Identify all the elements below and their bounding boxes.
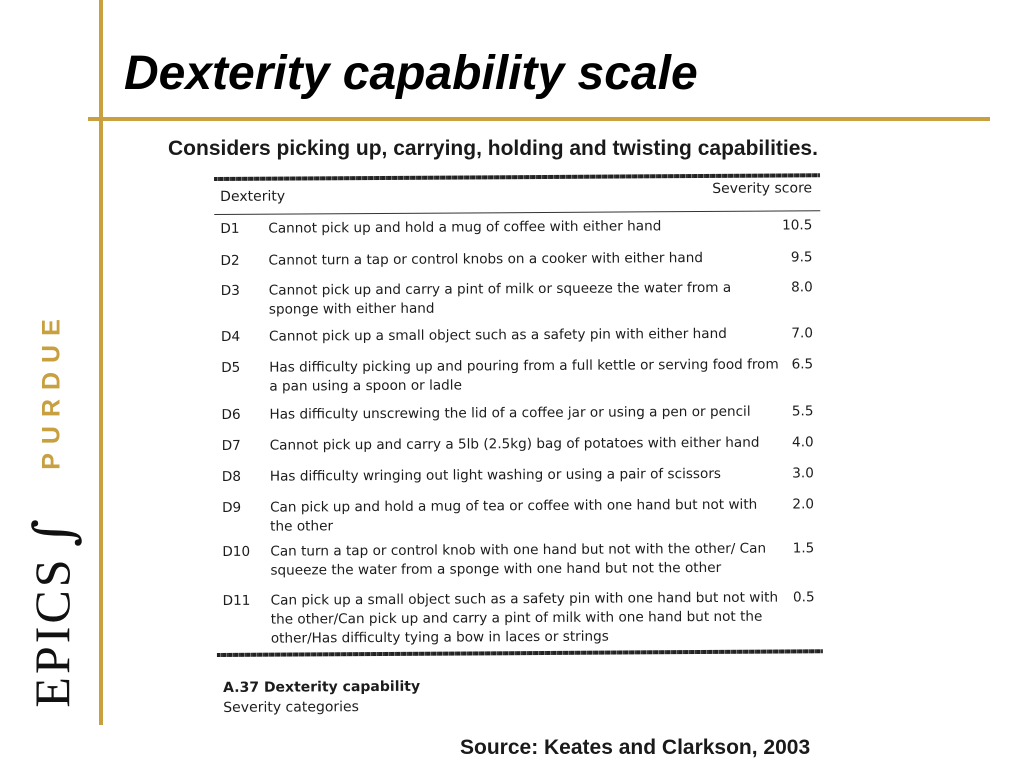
table-row <box>215 402 821 423</box>
row-code: D7 <box>221 437 241 454</box>
row-description: Can pick up and hold a mug of tea or coffee with one hand but not with the other <box>269 496 758 535</box>
table-row <box>215 324 821 345</box>
row-description: Cannot pick up a small object such as a safety pin with either hand <box>268 325 727 345</box>
row-description: Cannot turn a tap or control knobs on a cooker with either hand <box>268 250 703 269</box>
row-code: D3 <box>220 282 240 299</box>
row-code: D8 <box>221 468 242 485</box>
row-code: D10 <box>222 543 251 560</box>
row-description: Cannot pick up and carry a pint of milk or squeeze the water from a sponge with either hand <box>268 279 732 318</box>
table-top-rule <box>214 173 820 181</box>
row-score: 10.5 <box>782 217 813 234</box>
caption-subtitle: Severity categories <box>223 699 359 716</box>
table-row <box>214 248 820 269</box>
slide-subtitle: Considers picking up, carrying, holding and twisting capabilities. <box>168 137 818 160</box>
row-score: 0.5 <box>792 589 815 606</box>
row-score: 1.5 <box>792 540 815 557</box>
scanned-table <box>214 169 827 728</box>
row-description: Has difficulty unscrewing the lid of a coffee jar or using a pen or pencil <box>269 403 751 423</box>
row-code: D4 <box>220 328 241 345</box>
row-code: D1 <box>220 220 240 237</box>
row-score: 6.5 <box>791 356 814 373</box>
row-description: Cannot pick up and carry a 5lb (2.5kg) bag of potatoes with either hand <box>269 434 760 454</box>
row-description: Can turn a tap or control knob with one hand but not with the other/ Can squeeze the water from a sponge with one hand but not the other <box>270 540 767 579</box>
table-row <box>217 588 823 647</box>
row-code: D5 <box>221 359 241 376</box>
table-header-severity: Severity score <box>712 180 813 197</box>
row-code: D6 <box>221 406 241 423</box>
row-description: Has difficulty wringing out light washing or using a pair of scissors <box>269 465 722 485</box>
row-score: 2.0 <box>792 496 815 513</box>
integral-logo-icon: ∫ <box>22 518 85 548</box>
purdue-logo-text: PURDUE <box>37 310 66 470</box>
table-row <box>216 539 822 579</box>
row-score: 7.0 <box>791 325 814 342</box>
row-code: D2 <box>220 252 240 269</box>
table-bottom-rule <box>217 649 823 657</box>
row-code: D11 <box>222 592 251 609</box>
table-header-rule <box>214 210 820 215</box>
row-score: 4.0 <box>791 434 814 451</box>
row-score: 3.0 <box>792 465 814 482</box>
slide-title: Dexterity capability scale <box>124 47 698 100</box>
table-row <box>216 495 822 535</box>
table-header-dexterity: Dexterity <box>220 188 286 205</box>
table-row <box>215 355 821 395</box>
horizontal-gold-divider <box>88 117 990 121</box>
table-caption <box>223 677 420 718</box>
epics-logo-text: EPICS <box>24 556 80 708</box>
row-code: D9 <box>221 499 242 516</box>
row-score: 8.0 <box>791 279 813 296</box>
row-description: Has difficulty picking up and pouring from a full kettle or serving food from a pan using a spoon or ladle <box>269 356 779 395</box>
row-score: 5.5 <box>791 403 814 420</box>
table-row <box>216 433 822 454</box>
caption-title: A.37 Dexterity capability <box>223 678 421 696</box>
table-row <box>216 464 822 485</box>
table-row <box>215 278 821 318</box>
source-citation: Source: Keates and Clarkson, 2003 <box>460 736 811 759</box>
row-description: Cannot pick up and hold a mug of coffee with either hand <box>268 218 662 237</box>
row-description: Can pick up a small object such as a safety pin with one hand but not with the other/Can pick up and carry a pint of milk with one hand but not the other/Has difficulty tying a bow in laces or strings <box>270 589 779 647</box>
table-row <box>214 216 820 237</box>
row-score: 9.5 <box>790 249 813 266</box>
vertical-gold-divider <box>99 0 103 725</box>
